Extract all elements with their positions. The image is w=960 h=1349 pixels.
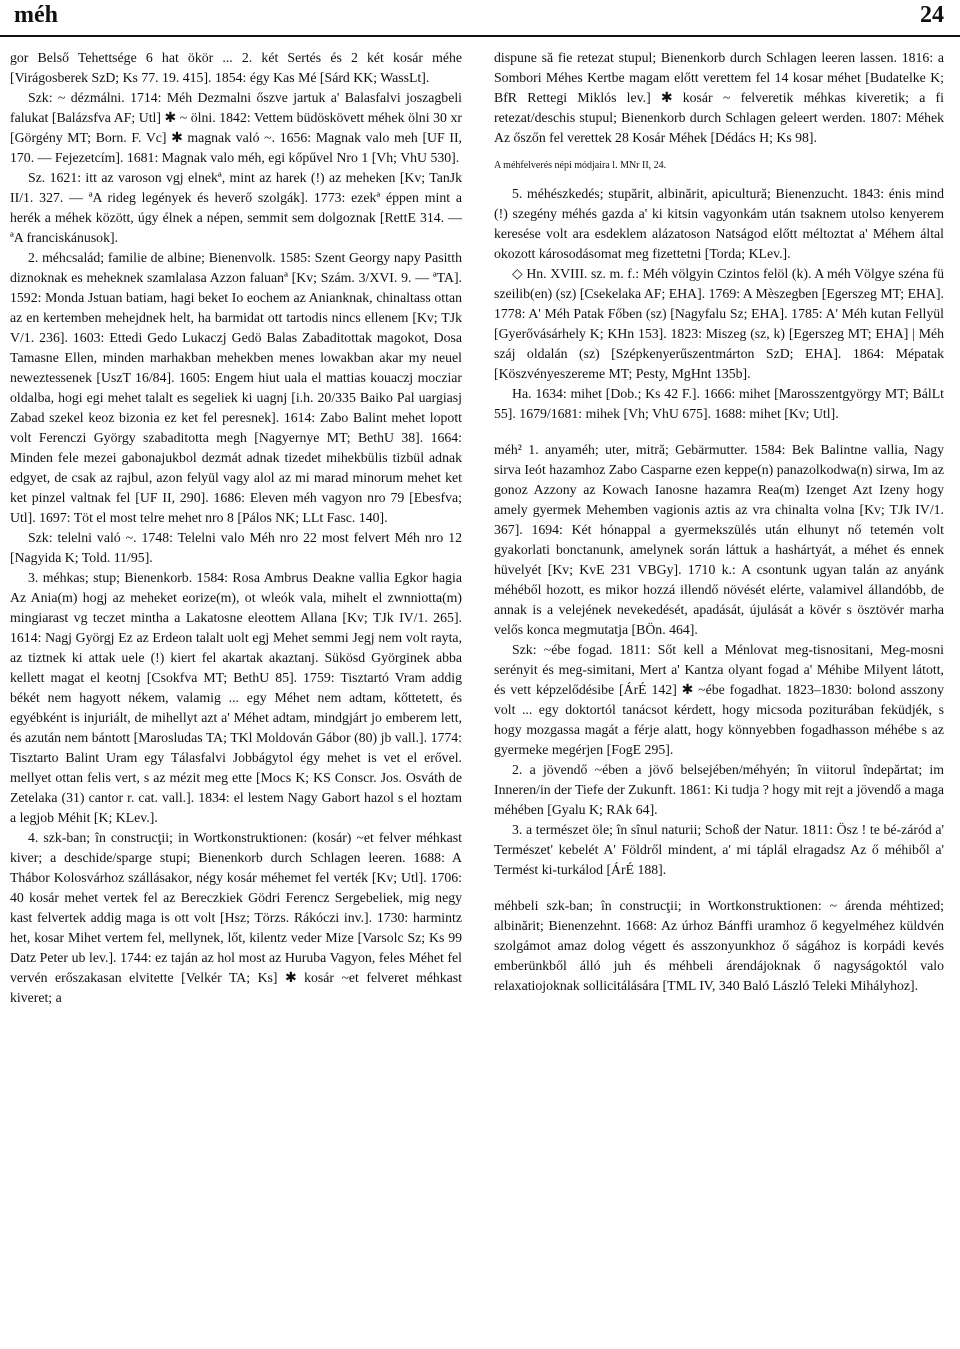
entry-paragraph: Ha. 1634: mihet [Dob.; Ks 42 F.]. 1666: mihet [Marosszentgyörgy MT; BálLt 55]. 1679/1681: mihek [Vh; VhU 675]. 1688: mihet [Kv; Utl].	[494, 386, 944, 421]
entry-paragraph: 3. a természet öle; în sînul naturii; Schoß der Natur. 1811: Ösz ! te bé-záród a' Természet' kebelét A' Földről mindent, a' mi táplál elragadsz Az ő méhiből a' Termést ki-turkálod [ÁrÉ 188].	[494, 822, 944, 877]
entry-paragraph: 2. a jövendő ~ében a jövő belsejében/méhyén; în viitorul îndepărtat; im Inneren/in der Tiefe der Zukunft. 1861: Ki tudja ? hogy mit rejt a jövendő a maga méhében [Gyalu K; RAk 64].	[494, 762, 944, 817]
page-number: 24	[920, 2, 944, 28]
entry-paragraph: Sz. 1621: itt az varoson vgj elnekª, mint az harek (!) az meheken [Kv; TanJk II/1. 327. — ªA rideg legények és heverő szolgák]. 1773: ezekª éppen mint a herék a méhek között, úgy élnek a népen, semmit sem dolgoznak [RettE 314. — ªA franciskánusok].	[10, 170, 462, 245]
entry-paragraph: 2. méhcsalád; familie de albine; Bienenvolk. 1585: Szent Georgy napy Pasitth diznoknak es meheknek szamlalasa Azzon faluanª [Kv; Szám. 3/XVI. 9. — ªTA]. 1592: Monda Jstuan batiam, hagi beket Io eochem az Anianknak, chinaltass ottan az en kertemben mehejdnek helt, ha barmidat ott tartodis nincs ellenem [Kv; TJk V/1. 236]. 1603: Ettedi Gedo Lukaczj Gedö Balas Zabaditottak magokot, Dosa Tamasne Ellen, minden marhakban mehekben menes lowakban akar my neuel neweztessenek [UszT 16/84]. 1605: Engem hiut uala el mattias kouaczj mocziar oldalba, hogi egi mehet talalt es segeliek ki uagnj [i.h. 20/335 Baiko Pal uargiasj Zabad szekel keoz bizonia ez ket fel peresnek]. 1614: Zabo Balint mehet lopott volt Ferenczi György szabaditotta megh [Nagyernye MT; BethU 38]. 1664: Minden fele mezei gabonajukbol dezmát adnak tizedet mihekbülis tizbül adnak edgyet, de csak az rajbul, azon felyül vagy alol az mi marad minorum mehet ket ket pinzel valtnak fel [UF II, 290]. 1686: Eleven méh vagyon nro 79 [Ebesfva; Utl]. 1697: Töt el most telre mehet nro 8 [Pálos NK; LLt Fasc. 140].	[10, 250, 462, 525]
entry-paragraph: 3. méhkas; stup; Bienenkorb. 1584: Rosa Ambrus Deakne vallia Egkor hagia Az Ania(m) hogj az meheket eorize(m), ot wleók vala, mihelt el zwnniotta(m) mingiarast vg teczet mintha a Lakatosne eleottem Allana [Kv; TJk IV/1. 265]. 1614: Nagj Györgj Ez az Erdeon talalt uolt egj Mehet semmi Jegj nem volt rayta, az tiztnek ki attak uele (!) kiert fel akartak akaztanj. Sükösd Györginek abba kellett magat el keotnj [Csokfva MT; BethU 85]. 1759: Tisztartó Vram addig békét nem hagyott nékem, valamig ... egy Méhet nem adtam, kőttetett, és egyébként is injuriált, de mihellyt azt a' Méhet adtam, mindgjárt jo emberem lett, és azután nem bántott [Marosludas TA; TKl Moldován Gábor (80) jb vall.]. 1774: Tisztarto Balint Uram egy Tálasfalvi Jobbágytol égy mehet is vet el erővel. mellyet ottan felis vert, s az mézit meg ette [Mocs K; KS Conscr. Jos. Osváth de Zetelaka (31) cantor r. cat. vall.]. 1834: el lestem Nagy Gabort hazol s el hoztam a legjob Méhit [K; KLev.].	[10, 570, 462, 825]
entry-paragraph: dispune să fie retezat stupul; Bienenkorb durch Schlagen leeren lassen. 1816: a Sombori Méhes Kertbe magam előtt verettem fel 14 kosar méhet [Budatelke K; BfR Rettegi Miklós lev.] ✱ kosár ~ felveretik méhkas kiveretik; a fi retezat/deschis stupul; Bienenkorb durch Schlagen geleert werden. 1807: Méhek Az őszőn fel verettek 28 Kosár Méhek [Dédács H; Ks 98].	[494, 50, 944, 145]
left-column	[10, 48, 462, 1008]
entry-paragraph: 4. szk-ban; în construcţii; in Wortkonstruktionen: (kosár) ~et felver méhkast kiver; a deschide/sparge stupi; Bienenkorb durch Schlagen leeren. 1688: A Thábor Kolosvárhoz szállásakor, négy kosár méhemet fel verték [Kv; Utl]. 1706: 40 kosár mehet vertek fel az Bereczkiek Gödri Ferencz Sergebeliek, mig negy kast felvertek addig maga is ott volt [Hsz; Törzs. Rákóczi inv.]. 1730: harmintz het, kosar Mihet vertem fel, mellynek, lőt, kilentz veder Mize [Varsolc Sz; Ks 99 Datz Peter ub lev.]. 1744: ez taján az hol most az Huruba Vagyon, feles Méhet fel vervén erőszakasan elvitette [Velkér TA; Ks] ✱ kosár ~et felveret méhkast kiveret; a	[10, 830, 462, 1005]
entry-paragraph: 5. méhészkedés; stupărit, albinărit, apicultură; Bienenzucht. 1843: énis mind (!) szegény méhés gazda a' ki kitsin vagyonkám után tsaknem utolso kenyerem keresése volt ara esdeklem alázatoson Natságod előtt méltoztat a' Méhem által okozott károsodásomat meg fizettetni [Torda; KLev.].	[494, 186, 944, 261]
right-column	[494, 48, 944, 996]
running-headword: méh	[14, 2, 58, 28]
entry-paragraph: Szk: telelni való ~. 1748: Telelni valo Méh nro 22 most felvert Méh nro 12 [Nagyida K; Told. 11/95].	[10, 530, 462, 565]
entry-paragraph: ◇ Hn. XVIII. sz. m. f.: Méh völgyin Czintos felöl (k). A méh Völgye széna fü szeilib(en) (sz) [Csekelaka AF; EHA]. 1769: A Mèszegben [Egerszeg MT; EHA]. 1778: A' Méh Patak Főben (sz) [Nagyfalu Sz; EHA]. 1785: A' Méh kutan Fellyül [Gyerővásárhely K; KHn 153]. 1823: Miszeg (sz, k) [Egerszeg MT; EHA] | Méh száj oldalán (sz) [Szépkenyerűszentmárton SzD; EHA]. 1864: Mépatak [Köszvényeszereme MT; Pesty, MgHnt 135b].	[494, 266, 944, 381]
entry-paragraph: méh² 1. anyaméh; uter, mitră; Gebärmutter. 1584: Bek Balintne vallia, Nagy sirva Ieót hazamhoz Zabo Casparne ezen keppe(n) panazolkodwa(n) sirwa, Im az gonoz Azzony az Kowach Ianosne hazamra Rea(m) Izenget Azt Izeny hogy amely gyermek Mehemben vagionis aztis az vra chinalta volna [Kv; TJk IV/1. 367]. 1694: Két hónappal a gyermekszülés után elhunyt nő tetemén volt gyakorlati bonctanunk, amelynek során láttuk a hashártyát, a méhet és ennek hüvelyét [Kv; KvE 231 VBGy]. 1710 k.: A csontunk ugyan talán az anyánk méhéből hozott, es mikor hozzá illendő növését elérte, valamivel állandóbb, de annak is a velejének nevekedését, apadását, újulását a kövér s ösztövér marha velős konca megmutatja [BÖn. 464].	[494, 442, 944, 637]
entry-paragraph: Szk: ~ dézmálni. 1714: Méh Dezmalni őszve jartuk a' Balasfalvi joszagbeli falukat [Balázsfva AF; Utl] ✱ ~ ölni. 1842: Vettem büdöskövett méhek ölni 30 xr [Görgény MT; Born. F. Vc] ✱ magnak való ~. 1656: Magnak valo meh [UF II, 170. — Fejezetcím]. 1681: Magnak valo méh, egi kőpűvel Nro 1 [Vh; VhU 530].	[10, 90, 462, 165]
entry-paragraph: méhbeli szk-ban; în construcţii; in Wortkonstruktionen: ~ árenda méhtized; albinărit; Bienenzehnt. 1668: Az úrhoz Bánffi uramhoz ő kegyelméhez küldvén szolgámot amaz dolog végett és asszonyunkhoz ő ságához is korpádi kevés emberünkből álló juh és méhbeli árendájoknak ő nagyságoktól valo relaxatiojoknak sollicitálására [TML IV, 340 Baló László Teleki Mihályhoz].	[494, 898, 944, 993]
page-header	[0, 0, 960, 40]
footnote: A méhfelverés népi módjaira l. MNr II, 24.	[494, 160, 667, 171]
entry-paragraph: Szk: ~ébe fogad. 1811: Sőt kell a Ménlovat meg-tisnositani, Meg-mosni serényit és meg-simitani, Mert a' Kantza olyant fogad a' Méhibe Milyent látott, és vett képzelődésibe [ÁrÉ 142] ✱ ~ébe fogadhat. 1823–1830: bolond asszony volt ... egy doktortól tanácsot kérdett, hogy micsoda poziturában feküdjék, s hogy mozgassa magát a férje alatt, hogy könnyebben fogadhasson méhébe s az gyermeke megérjen [FogE 295].	[494, 642, 944, 757]
header-rule	[0, 35, 960, 37]
entry-paragraph: gor Belső Tehettsége 6 hat ökör ... 2. két Sertés és 2 két kosár méhe [Virágosberek SzD; Ks 77. 19. 415]. 1854: égy Kas Mé [Sárd KK; WassLt].	[10, 50, 462, 85]
